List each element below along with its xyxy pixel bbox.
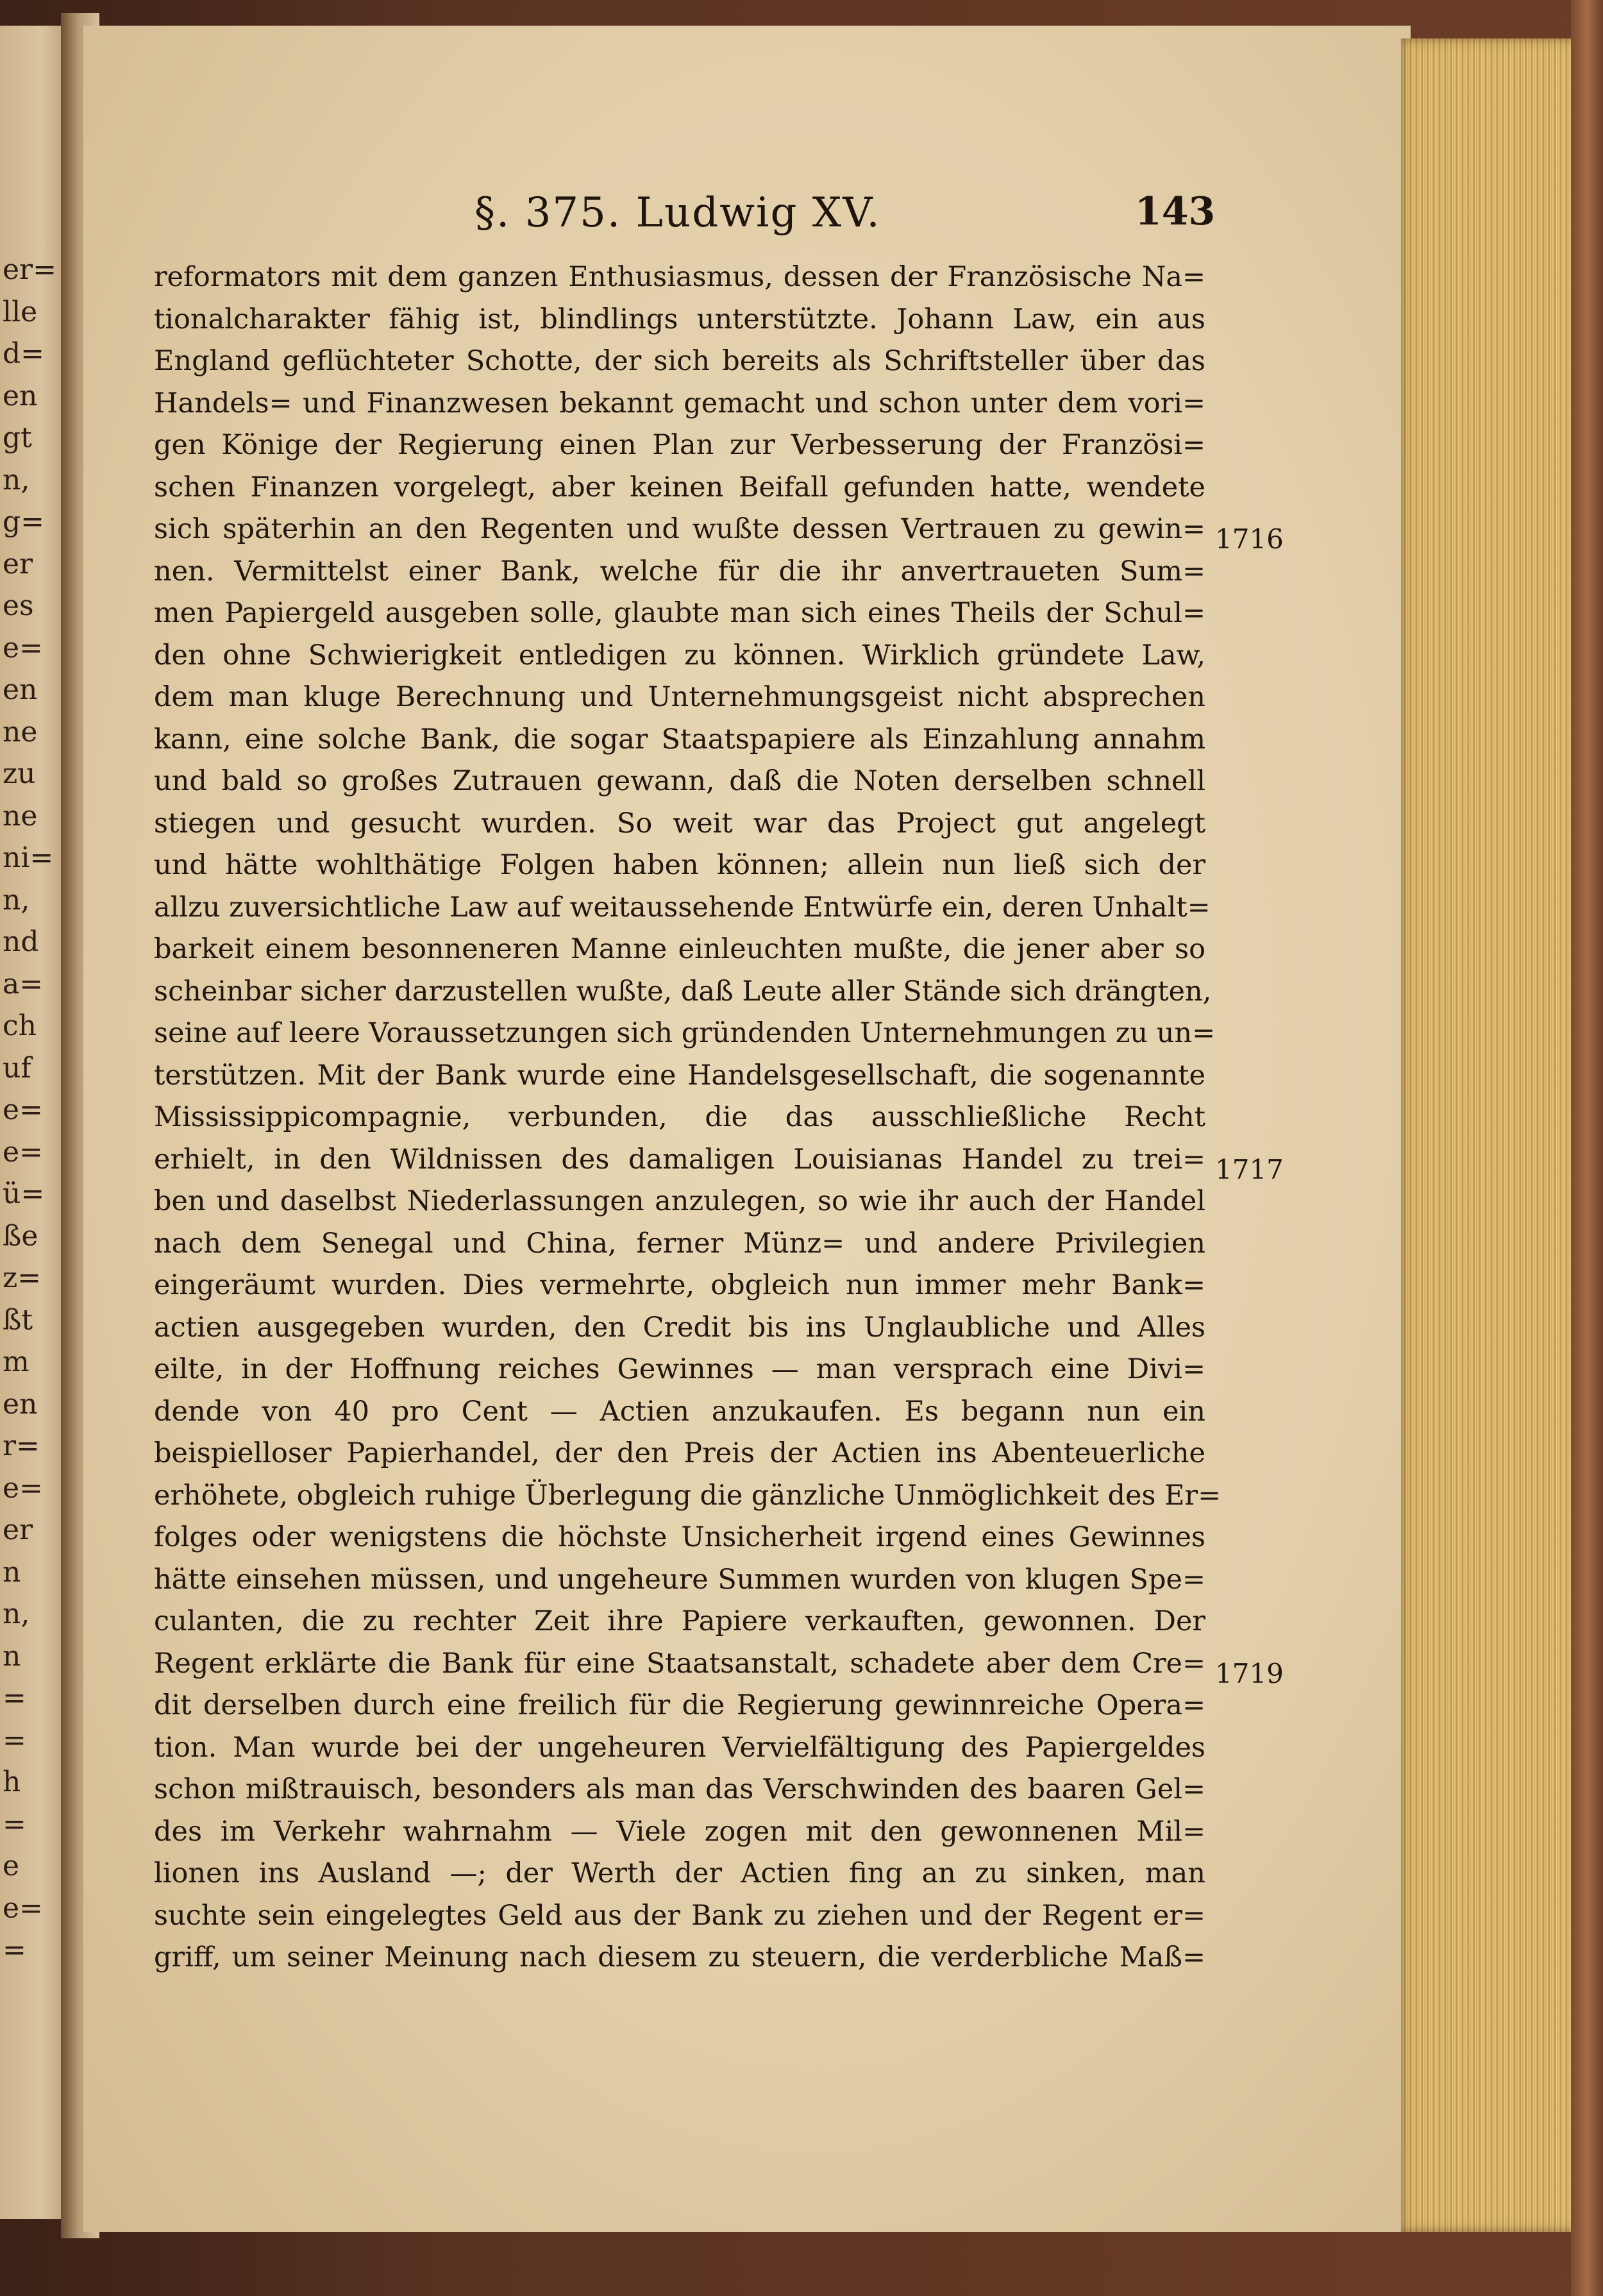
left-facing-page xyxy=(0,26,71,2219)
text-line: allzu zuversichtliche Law auf weitaussehende Entwürfe ein, deren Unhalt= xyxy=(154,891,1211,924)
left-page-fragment: = xyxy=(3,1682,26,1714)
left-page-fragment: e xyxy=(3,1850,20,1882)
margin-year: 1719 xyxy=(1215,1658,1284,1689)
left-page-fragment: ü= xyxy=(3,1178,45,1210)
left-page-fragment: er xyxy=(3,1514,33,1546)
left-page-fragment: gt xyxy=(3,421,32,454)
text-line: Mississippicompagnie, verbunden, die das ausschließliche Recht xyxy=(154,1101,1205,1133)
book-spine xyxy=(1571,0,1603,2296)
text-line: tionalcharakter fähig ist, blindlings unterstützte. Johann Law, ein aus xyxy=(154,303,1205,335)
text-line: und hätte wohlthätige Folgen haben können; allein nun ließ sich der xyxy=(154,849,1205,881)
text-line: seine auf leere Voraussetzungen sich gründenden Unternehmungen zu un= xyxy=(154,1017,1216,1049)
margin-year: 1716 xyxy=(1215,523,1284,555)
text-line: eingeräumt wurden. Dies vermehrte, obgleich nun immer mehr Bank= xyxy=(154,1269,1205,1301)
text-line: des im Verkehr wahrnahm — Viele zogen mit den gewonnenen Mil= xyxy=(154,1815,1205,1848)
text-line: dende von 40 pro Cent — Actien anzukaufen. Es begann nun ein xyxy=(154,1395,1205,1428)
text-line: stiegen und gesucht wurden. So weit war das Project gut angelegt xyxy=(154,807,1205,840)
left-page-fragment: ch xyxy=(3,1009,37,1042)
left-page-fragment: ße xyxy=(3,1219,38,1253)
text-line: und bald so großes Zutrauen gewann, daß die Noten derselben schnell xyxy=(154,765,1205,797)
left-page-fragment: uf xyxy=(3,1051,31,1085)
left-page-fragment: m xyxy=(3,1346,29,1378)
left-page-fragment: n, xyxy=(3,1598,30,1630)
left-page-fragment: en xyxy=(3,1387,38,1421)
left-page-fragment: e= xyxy=(3,1471,43,1505)
text-line: kann, eine solche Bank, die sogar Staatspapiere als Einzahlung annahm xyxy=(154,723,1205,755)
left-page-fragment: d= xyxy=(3,337,45,370)
left-page-fragment: zu xyxy=(3,757,36,790)
left-page-fragment: e= xyxy=(3,1135,43,1169)
left-page-fragment: en xyxy=(3,379,38,412)
left-page-fragment: er xyxy=(3,547,33,580)
text-line: eilte, in der Hoffnung reiches Gewinnes — man versprach eine Divi= xyxy=(154,1353,1205,1385)
text-line: actien ausgegeben wurden, den Credit bis ins Unglaubliche und Alles xyxy=(154,1311,1205,1344)
text-line: Regent erklärte die Bank für eine Staatsanstalt, schadete aber dem Cre= xyxy=(154,1647,1205,1680)
text-line: erhöhete, obgleich ruhige Überlegung die gänzliche Unmöglichkeit des Er= xyxy=(154,1479,1221,1512)
text-line: sich späterhin an den Regenten und wußte dessen Vertrauen zu gewin= xyxy=(154,513,1205,545)
text-line: lionen ins Ausland —; der Werth der Actien fing an zu sinken, man xyxy=(154,1857,1205,1889)
text-line: dem man kluge Berechnung und Unternehmungsgeist nicht absprechen xyxy=(154,681,1205,713)
left-page-fragment: g= xyxy=(3,505,45,538)
text-line: barkeit einem besonneneren Manne einleuchten mußte, die jener aber so xyxy=(154,933,1205,965)
left-page-fragment: = xyxy=(3,1723,26,1757)
running-head: §. 375. Ludwig XV. xyxy=(474,189,881,237)
left-page-fragment: e= xyxy=(3,1891,43,1925)
left-page-fragment: z= xyxy=(3,1262,42,1294)
left-page-fragment: n, xyxy=(3,463,30,496)
text-line: Handels= und Finanzwesen bekannt gemacht und schon unter dem vori= xyxy=(154,387,1205,419)
page-number: 143 xyxy=(1135,189,1216,234)
text-line: nen. Vermittelst einer Bank, welche für die ihr anvertraueten Sum= xyxy=(154,555,1205,587)
left-page-fragment: r= xyxy=(3,1430,40,1462)
text-line: beispielloser Papierhandel, der den Preis der Actien ins Abenteuerliche xyxy=(154,1437,1205,1469)
text-line: terstützen. Mit der Bank wurde eine Handelsgesellschaft, die sogenannte xyxy=(154,1059,1205,1092)
left-page-fragment: e= xyxy=(3,631,43,664)
left-page-fragment: = xyxy=(3,1807,26,1841)
left-page-fragment: nd xyxy=(3,925,39,958)
page-edges xyxy=(1401,38,1587,2232)
text-line: culanten, die zu rechter Zeit ihre Papiere verkauften, gewonnen. Der xyxy=(154,1605,1205,1637)
text-line: schen Finanzen vorgelegt, aber keinen Beifall gefunden hatte, wendete xyxy=(154,471,1205,503)
left-page-fragment: n, xyxy=(3,883,30,916)
left-page-fragment: er= xyxy=(3,253,56,286)
text-line: schon mißtrauisch, besonders als man das Verschwinden des baaren Gel= xyxy=(154,1773,1205,1805)
left-page-fragment: = xyxy=(3,1934,26,1966)
text-line: dit derselben durch eine freilich für die Regierung gewinnreiche Opera= xyxy=(154,1689,1205,1721)
left-page-fragment: ne xyxy=(3,799,38,832)
left-page-fragment: lle xyxy=(3,295,38,328)
left-page-fragment: es xyxy=(3,589,34,622)
left-page-fragment: n xyxy=(3,1639,21,1673)
text-line: tion. Man wurde bei der ungeheuren Vervielfältigung des Papiergeldes xyxy=(154,1731,1205,1764)
text-line: reformators mit dem ganzen Enthusiasmus, dessen der Französische Na= xyxy=(154,261,1205,293)
left-page-fragment: ne xyxy=(3,715,38,748)
text-line: scheinbar sicher darzustellen wußte, daß Leute aller Stände sich drängten, xyxy=(154,975,1212,1008)
body-text xyxy=(154,257,1221,1979)
left-page-fragment: n xyxy=(3,1555,21,1589)
left-page-fragment: ni= xyxy=(3,841,54,874)
text-line: England geflüchteter Schotte, der sich bereits als Schriftsteller über das xyxy=(154,345,1205,377)
text-line: hätte einsehen müssen, und ungeheure Summen wurden von klugen Spe= xyxy=(154,1563,1205,1596)
text-line: den ohne Schwierigkeit entledigen zu können. Wirklich gründete Law, xyxy=(154,639,1205,671)
left-page-fragment: h xyxy=(3,1766,21,1798)
text-line: erhielt, in den Wildnissen des damaligen Louisianas Handel zu trei= xyxy=(154,1143,1205,1176)
text-line: ben und daselbst Niederlassungen anzulegen, so wie ihr auch der Handel xyxy=(154,1185,1205,1217)
left-page-fragment: a= xyxy=(3,967,44,1000)
text-line: nach dem Senegal und China, ferner Münz= und andere Privilegien xyxy=(154,1227,1205,1260)
text-line: gen Könige der Regierung einen Plan zur Verbesserung der Französi= xyxy=(154,429,1205,461)
text-line: folges oder wenigstens die höchste Unsicherheit irgend eines Gewinnes xyxy=(154,1521,1205,1553)
margin-year: 1717 xyxy=(1215,1154,1284,1185)
left-page-fragment: en xyxy=(3,673,38,706)
text-line: suchte sein eingelegtes Geld aus der Bank zu ziehen und der Regent er= xyxy=(154,1899,1205,1932)
left-page-fragment: e= xyxy=(3,1093,43,1126)
text-line: men Papiergeld ausgeben solle, glaubte man sich eines Theils der Schul= xyxy=(154,597,1205,629)
text-line: griff, um seiner Meinung nach diesem zu steuern, die verderbliche Maß= xyxy=(154,1941,1205,1973)
left-page-fragment: ßt xyxy=(3,1303,33,1337)
